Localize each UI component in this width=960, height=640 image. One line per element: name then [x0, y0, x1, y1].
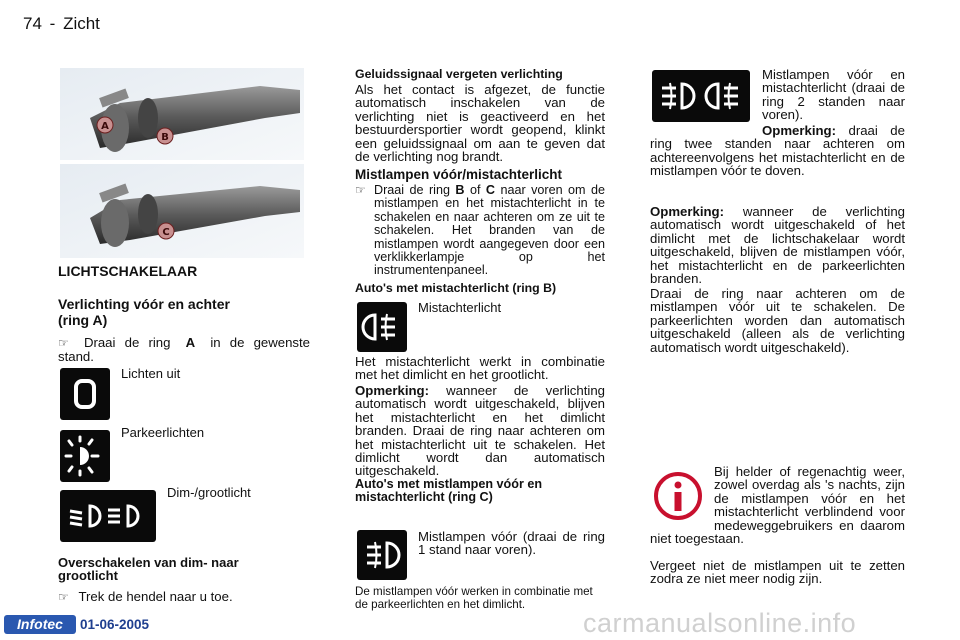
front-rear-fog-icon [652, 70, 750, 122]
hand-icon: ☞ [355, 183, 366, 197]
lights-off-label: Lichten uit [121, 366, 181, 381]
bullet-rest: in de gewenste stand. [58, 335, 311, 365]
bullet-text: Draai de ring [83, 335, 171, 350]
bullet-text: Draai de ring [374, 183, 450, 197]
parking-light-icon [60, 430, 110, 482]
page-title: Zicht [63, 14, 100, 33]
note-label: Opmerking: [762, 123, 837, 138]
heading-front-rear-fog: Auto's met mistlampen vóór en mistachterlicht (ring C) [355, 477, 543, 505]
parking-light-label: Parkeerlichten [121, 425, 205, 440]
rear-fog-icon [357, 302, 407, 352]
bullet-rest: naar voren om de mistlampen en het mistachterlicht in te schakelen en naar achteren om ze uit te schakelen. Het branden van de mistlampen wordt aangegeven door een verklikkerlampje op het instrumentenpaneel. [374, 183, 605, 278]
section-heading-lichtschakelaar: LICHTSCHAKELAAR [58, 263, 198, 279]
page-header [23, 14, 100, 34]
rear-fog-note [355, 384, 605, 478]
front-fog-note: De mistlampen vóór werken in combinatie met de parkeerlichten en het dimlicht. [355, 585, 593, 611]
footer-date: 01-06-2005 [80, 617, 150, 632]
stalk-label-b: B [161, 132, 169, 143]
note-auto-off [650, 205, 905, 285]
note-text: wanneer de verlichting automatisch wordt uitgeschakeld of het dimlicht met de lichtschakelaar wordt uitgeschakeld, blijven de mistlampen vóór, het mistachterlicht en de parkeerlichten branden. [650, 204, 906, 287]
dipped-main-beam-label: Dim-/grootlicht [167, 485, 251, 500]
turn-back-text: Draai de ring naar achteren om de mistlampen vóór uit te schakelen. De parkeerlichten worden dan automatisch uitgeschakeld (alleen als de verlichting automatisch wordt uitgeschakeld). [650, 286, 905, 355]
light-stalk-illustration [60, 68, 304, 258]
bullet-high-beam [58, 590, 310, 604]
subheading-ring-a: Verlichting vóór en achter (ring A) [58, 296, 230, 328]
heading-rear-fog: Auto's met mistachterlicht (ring B) [355, 281, 557, 295]
ring-letter-b: B [455, 183, 465, 197]
ring-letter: A [185, 335, 196, 350]
infotec-logo [4, 615, 76, 634]
info-text: Bij helder of regenachtig weer, zowel overdag als 's nachts, zijn de mistlampen vóór en het mistachterlicht verblindend voor medeweggebruikers en daarom niet toegestaan. [650, 464, 905, 547]
stalk-label-a: A [101, 121, 109, 132]
watermark: carmanualsonline.info [583, 608, 857, 638]
bullet-of: of [469, 183, 481, 197]
heading-sound-signal: Geluidssignaal vergeten verlichting [355, 67, 563, 81]
infotec-logo-text: Infotec [17, 616, 63, 632]
sound-signal-text: Als het contact is afgezet, de functie automatisch inschakelen van de verlichting niet is geactiveerd en het bestuurdersportier wordt geopend, klinkt een geluidssignaal om aan te geven dat de verlichting nog brandt. [355, 82, 605, 165]
rear-fog-label: Mistachterlicht [418, 300, 502, 315]
light-stalk-drawing [60, 68, 304, 258]
rear-fog-text: Het mistachterlicht werkt in combinatie met het dimlicht en het grootlicht. [355, 354, 605, 383]
ring-letter-c: C [485, 183, 496, 197]
subheading-high-beam: Overschakelen van dim- naar grootlicht [58, 555, 239, 583]
stalk-label-c: C [162, 227, 170, 238]
note-turn-back [650, 124, 905, 178]
bullet-fog-rings [355, 184, 605, 278]
info-warning-text [650, 465, 905, 545]
front-fog-label: Mistlampen vóór (draai de ring 1 stand naar voren). [418, 529, 605, 558]
note-label: Opmerking: [355, 383, 430, 398]
hand-icon: ☞ [58, 336, 69, 350]
note-text: wanneer de verlichting automatisch wordt uitgeschakeld, blijven het mistachterlicht en het dimlicht branden. Draai de ring naar achteren om het mistachterlicht uit te schakelen. Het dimlicht wordt dan automatisch uitgeschakeld. [355, 383, 605, 479]
info-reminder-text: Vergeet niet de mistlampen uit te zetten zodra ze niet meer nodig zijn. [650, 558, 905, 587]
front-fog-icon [357, 530, 407, 580]
lights-off-icon [60, 368, 110, 420]
bullet-text: Trek de hendel naar u toe. [78, 589, 233, 604]
hand-icon: ☞ [58, 590, 69, 604]
page-number: 74 [23, 14, 42, 33]
header-dash: - [49, 14, 56, 33]
dipped-main-beam-icon [60, 490, 156, 542]
bullet-ring-a [58, 336, 310, 364]
note-label: Opmerking: [650, 204, 725, 219]
front-rear-fog-label: Mistlampen vóór en mistachterlicht (draai de ring 2 standen naar voren). [762, 67, 905, 123]
heading-fog-lamps: Mistlampen vóór/mistachterlicht [355, 167, 563, 182]
note-text: draai de ring twee standen naar achteren om achtereenvolgens het mistachterlicht en de mistlampen vóór te doven. [650, 123, 905, 179]
